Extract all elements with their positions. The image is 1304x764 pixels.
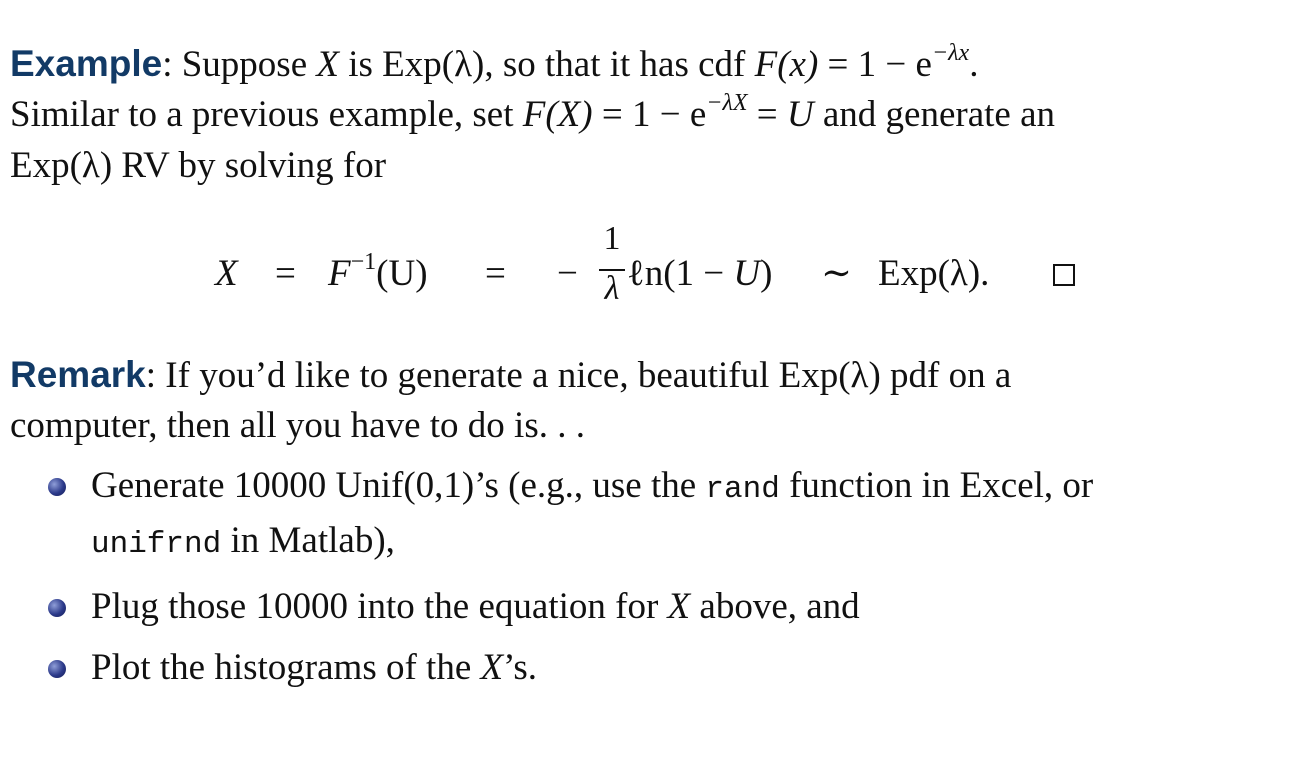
bullet-2-var: X — [667, 586, 691, 627]
eq-inverse — [328, 249, 428, 300]
list-item — [48, 581, 1288, 632]
frac-numerator: 1 — [603, 220, 621, 257]
remark-line-1 — [10, 349, 1290, 401]
list-item — [48, 460, 1288, 570]
eq-ln-var: U — [733, 253, 761, 294]
eq-inverse-exp: −1 — [350, 249, 377, 275]
remark-label: Remark — [10, 354, 146, 395]
set-eq: = — [747, 94, 787, 135]
bullet-icon — [48, 599, 66, 617]
example-line-2-start: Similar to a previous example, set — [10, 94, 523, 135]
eq-minus: − — [557, 253, 578, 294]
bullet-icon — [48, 660, 66, 678]
list-item — [48, 642, 1288, 693]
set-mid: = 1 − e — [592, 94, 707, 135]
eq-sign-1: = — [275, 253, 296, 294]
cdf-lhs: F(x) — [754, 44, 819, 85]
eq-ln-close: ) — [760, 253, 773, 294]
bullet-1-text-b: function in Excel, or — [779, 465, 1094, 506]
example-text-b: is Exp(λ), so that it has cdf — [339, 44, 755, 85]
example-line-3: Exp(λ) RV by solving for — [10, 145, 387, 186]
bullet-3-text-b: ’s. — [503, 647, 538, 688]
example-label: Example — [10, 43, 163, 84]
example-line-1 — [10, 38, 1290, 95]
bullet-2-text-b: above, and — [690, 586, 860, 627]
eq-inverse-f: F — [328, 253, 351, 294]
bullet-list — [48, 460, 1288, 693]
bullet-1-text-c: in Matlab), — [221, 520, 395, 561]
code-unifrnd: unifrnd — [91, 527, 222, 562]
bullet-3-var: X — [480, 647, 504, 688]
bullet-icon — [48, 478, 66, 496]
eq-ln — [627, 252, 772, 296]
bullet-1-text-a: Generate 10000 Unif(0,1)’s (e.g., use the — [91, 465, 706, 506]
bullet-3-text-a: Plot the histograms of the — [91, 647, 481, 688]
example-line-2-end: and generate an — [813, 94, 1056, 135]
set-lhs: F(X) — [522, 94, 593, 135]
qed-square-icon — [1053, 264, 1075, 286]
var-u: U — [786, 94, 814, 135]
frac-denominator: λ — [604, 270, 620, 307]
cdf-exponent: −λx — [931, 40, 970, 66]
var-x: X — [316, 44, 339, 85]
remark-text: : If you’d like to generate a nice, beautiful Exp(λ) pdf on a — [145, 355, 1012, 396]
eq-dist: Exp(λ). — [878, 253, 990, 294]
eq-ln-part: ℓn(1 − — [627, 253, 734, 294]
example-text-a: : Suppose — [162, 44, 317, 85]
eq-sim: ∼ — [821, 253, 853, 294]
eq-inverse-arg: (U) — [376, 253, 428, 294]
set-exponent: −λX — [706, 90, 748, 116]
cdf-rhs: = 1 − e — [818, 44, 932, 85]
bullet-2-text-a: Plug those 10000 into the equation for — [91, 586, 668, 627]
example-line-2 — [10, 89, 1290, 145]
code-rand: rand — [705, 472, 780, 507]
eq-lhs: X — [215, 253, 238, 294]
example-text-end: . — [969, 44, 979, 85]
eq-sign-2: = — [485, 253, 506, 294]
remark-line-2: computer, then all you have to do is. . . — [10, 405, 585, 446]
